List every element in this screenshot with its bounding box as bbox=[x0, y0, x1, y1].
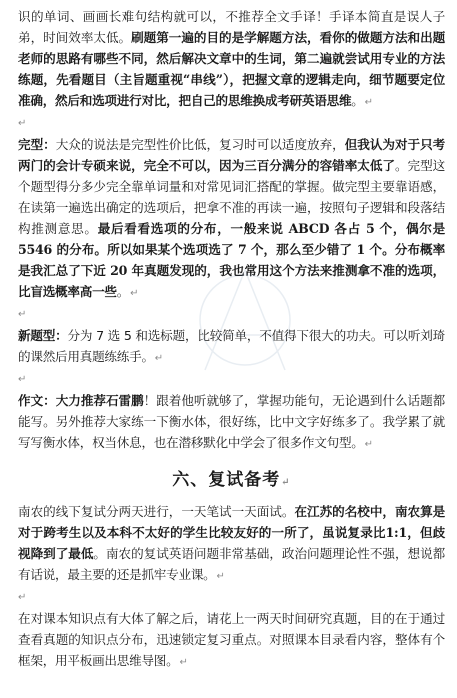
empty-paragraph: ↵ bbox=[18, 118, 27, 129]
paragraph-essay bbox=[18, 390, 445, 455]
text-run: 。 bbox=[351, 93, 364, 108]
pilcrow-mark: ↵ bbox=[130, 288, 139, 299]
text-run: 南农的线下复试分两天进行，一天笔试一天面试。 bbox=[18, 504, 295, 519]
pilcrow-mark: ↵ bbox=[216, 571, 225, 582]
text-run: 。 bbox=[116, 284, 130, 299]
text-run: ！跟着他听就够了，掌握功能句，无论遇到什么话题都能写。另外推荐大家练一下衡水体，很好练，比中文字好练多了。我学累了就写写衡水体，权当休息，也在潜移默化中学会了很多作文句型。 bbox=[18, 393, 446, 450]
bold-text-run: 刷题第一遍的目的是学解题方法，看你的做题方法和出题老师的思路有哪些不同，然后解决文章中的生词，第二遍就尝试用专业的方法练题，先看题目（主旨题重视“串线”），把握文章的逻辑走向，细节题要定位准确，然后和选项进行对比，把自己的思维换成考研英语思维 bbox=[18, 30, 446, 108]
section-heading bbox=[18, 465, 445, 490]
paragraph-retest-method bbox=[18, 608, 445, 673]
bold-text-run: 作文：大力推荐石雷鹏 bbox=[18, 393, 144, 408]
text-run: 分为 7 选 5 和选标题，比较简单，不值得下很大的功夫。可以听刘琦的课然后用真题练练手。 bbox=[18, 328, 445, 364]
text-run: 。完型这个题型得分多少完全靠单词量和对常见词汇搭配的掌握。做完型主要靠语感，在读第一遍选出确定的选项后，把拿不准的再读一遍，按照句子逻辑和段落结构推测意思。 bbox=[18, 158, 446, 236]
section-heading-text: 六、复试备考 bbox=[172, 470, 281, 490]
text-run: 识的单词、画画长难句结构就可以，不推荐全文手译！手译本简直是误人子弟，时间效率太低。 bbox=[18, 9, 445, 45]
paragraph-retest-overview bbox=[18, 501, 445, 587]
bold-text-run: 但我认为对于只考两门的会计专硕来说，完全不可以，因为三百分满分的容错率太低了 bbox=[18, 137, 446, 173]
paragraph-cloze bbox=[18, 134, 445, 304]
bold-text-run: 最后看看选项的分布，一般来说 ABCD 各占 5 个，偶尔是 5546 的分布。所以如果某个选项选了 7 个，那么至少错了 1 个。分布概率是我汇总了下近 20 年真题发现的，我也常用这个方法来推测拿不准的选项，比盲选概率高一些 bbox=[18, 221, 446, 299]
section-heading-wrapper bbox=[18, 455, 445, 501]
pilcrow-mark: ↵ bbox=[364, 439, 373, 450]
pilcrow-mark: ↵ bbox=[364, 97, 373, 108]
paragraph-english-reading-method bbox=[18, 6, 445, 113]
paragraph-new-question-type bbox=[18, 325, 445, 369]
pilcrow-mark: ↵ bbox=[281, 477, 291, 488]
pilcrow-mark: ↵ bbox=[154, 353, 163, 364]
text-run: 大众的说法是完型性价比低，复习时可以适度放弃， bbox=[55, 137, 345, 152]
empty-paragraph: ↵ bbox=[18, 592, 27, 603]
text-run: 在对课本知识点有大体了解之后，请花上一两天时间研究真题，目的在于通过查看真题的知识点分布，迅速锁定复习重点。对照课本目录看内容，整体有个框架，用平板画出思维导图。 bbox=[18, 611, 445, 668]
text-run: 。南农的复试英语问题非常基础，政治问题理论性不强，想说都有话说，最主要的还是抓牢专业课。 bbox=[18, 546, 446, 582]
empty-paragraph: ↵ bbox=[18, 374, 27, 385]
bold-text-run: 新题型： bbox=[18, 328, 68, 343]
bold-text-run: 在江苏的名校中，南农算是对于跨考生以及本科不太好的学生比较友好的一所了，虽说复录比1:1，但歧视降到了最低 bbox=[18, 504, 446, 561]
bold-text-run: 完型： bbox=[18, 137, 56, 152]
empty-paragraph: ↵ bbox=[18, 309, 27, 320]
pilcrow-mark: ↵ bbox=[179, 657, 188, 668]
